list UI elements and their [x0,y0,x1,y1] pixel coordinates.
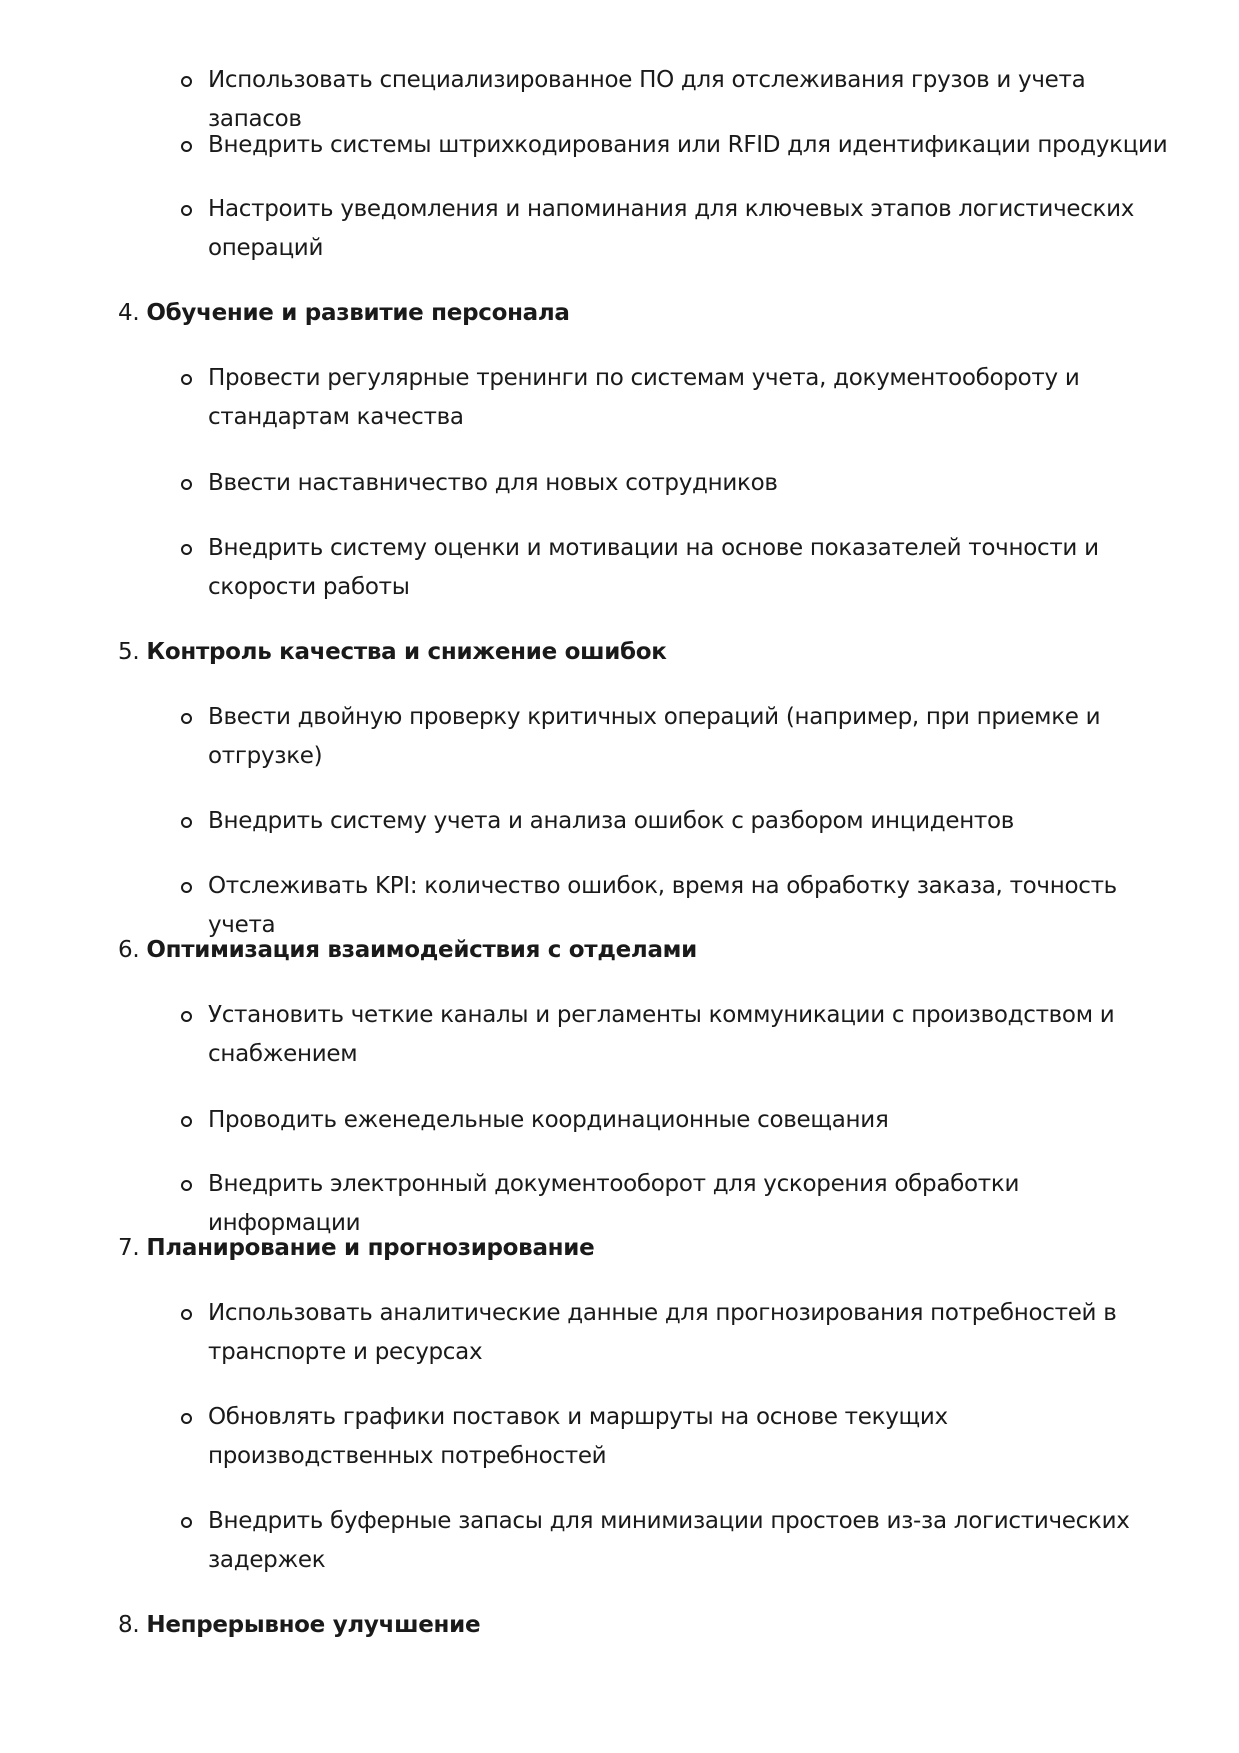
section-heading [118,1229,594,1268]
list-item-text: Использовать аналитические данные для прогнозирования потребностей в транспорте и ресурсах [208,1300,1117,1365]
list-item-text: Внедрить систему оценки и мотивации на основе показателей точности и скорости работы [208,535,1099,600]
section-heading [118,633,667,672]
list-item-text: Внедрить систему учета и анализа ошибок с разбором инцидентов [208,808,1015,834]
circle-bullet-icon [181,1116,192,1127]
section-title: Оптимизация взаимодействия с отделами [146,937,697,963]
section-title: Планирование и прогнозирование [146,1235,595,1261]
section-heading [118,931,697,970]
list-item-text: Использовать специализированное ПО для отслеживания грузов и учета запасов [208,67,1086,132]
list-item-text: Проводить еженедельные координационные совещания [208,1107,889,1133]
list-item-text: Установить четкие каналы и регламенты коммуникации с производством и снабжением [208,1002,1115,1067]
list-item [208,1398,1168,1476]
circle-bullet-icon [181,713,192,724]
section-number: 6. [118,937,140,963]
list-item-text: Провести регулярные тренинги по системам учета, документообороту и стандартам качества [208,365,1080,430]
list-item-text: Внедрить системы штрихкодирования или RFID для идентификации продукции [208,132,1168,158]
circle-bullet-icon [181,882,192,893]
list-item [208,802,1168,841]
list-item [208,1294,1168,1372]
list-item [208,1101,1168,1140]
section-number: 8. [118,1612,140,1638]
section-title: Непрерывное улучшение [146,1612,481,1638]
list-item [208,126,1168,165]
circle-bullet-icon [181,1011,192,1022]
list-item [208,1502,1168,1580]
circle-bullet-icon [181,374,192,385]
circle-bullet-icon [181,205,192,216]
list-item [208,190,1168,268]
circle-bullet-icon [181,1413,192,1424]
circle-bullet-icon [181,1309,192,1320]
section-title: Контроль качества и снижение ошибок [146,639,667,665]
section-number: 5. [118,639,140,665]
list-item-text: Внедрить электронный документооборот для ускорения обработки информации [208,1171,1020,1236]
list-item [208,359,1168,437]
section-number: 4. [118,300,140,326]
circle-bullet-icon [181,1517,192,1528]
circle-bullet-icon [181,76,192,87]
section-heading [118,1606,480,1645]
list-item [208,529,1168,607]
list-item-text: Обновлять графики поставок и маршруты на основе текущих производственных потребностей [208,1404,948,1469]
section-heading [118,294,570,333]
section-number: 7. [118,1235,140,1261]
circle-bullet-icon [181,141,192,152]
section-title: Обучение и развитие персонала [146,300,570,326]
list-item [208,996,1168,1074]
list-item-text: Внедрить буферные запасы для минимизации простоев из-за логистических задержек [208,1508,1130,1573]
list-item [208,464,1168,503]
circle-bullet-icon [181,479,192,490]
list-item [208,698,1168,776]
list-item-text: Ввести двойную проверку критичных операций (например, при приемке и отгрузке) [208,704,1101,769]
list-item-text: Настроить уведомления и напоминания для ключевых этапов логистических операций [208,196,1135,261]
list-item-text: Ввести наставничество для новых сотрудников [208,470,778,496]
circle-bullet-icon [181,1180,192,1191]
list-item-text: Отслеживать KPI: количество ошибок, время на обработку заказа, точность учета [208,873,1117,938]
circle-bullet-icon [181,817,192,828]
circle-bullet-icon [181,544,192,555]
